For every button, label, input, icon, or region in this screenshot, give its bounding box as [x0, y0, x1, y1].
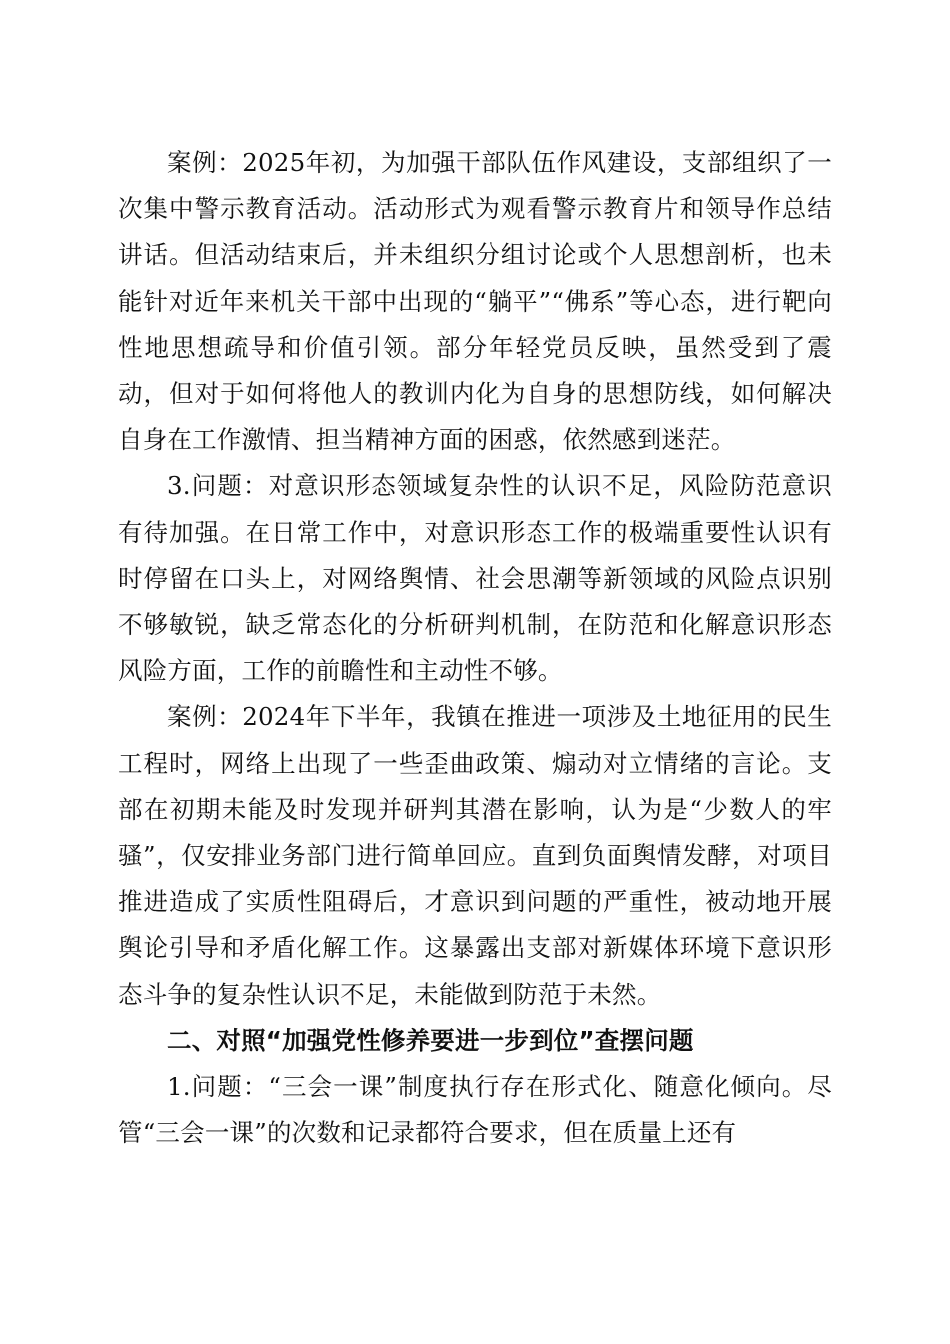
case-paragraph-warning-education: 案例：2025年初，为加强干部队伍作风建设，支部组织了一次集中警示教育活动。活动形式为观看警示教育片和领导作总结讲话。但活动结束后，并未组织分组讨论或个人思想剖析，也未能针对近年来机关干部中出现的“躺平”“佛系”等心态，进行靶向性地思想疏导和价值引领。部分年轻党员反映，虽然受到了震动，但对于如何将他人的教训内化为自身的思想防线，如何解决自身在工作激情、担当精神方面的困惑，依然感到迷茫。 [118, 148, 832, 455]
problem-paragraph-ideology-risk: 3.问题：对意识形态领域复杂性的认识不足，风险防范意识有待加强。在日常工作中，对意识形态工作的极端重要性认识有时停留在口头上，对网络舆情、社会思潮等新领域的风险点识别不够敏锐，缺乏常态化的分析研判机制，在防范和化解意识形态风险方面，工作的前瞻性和主动性不够。 [118, 471, 832, 686]
case-paragraph-public-opinion: 案例：2024年下半年，我镇在推进一项涉及土地征用的民生工程时，网络上出现了一些歪曲政策、煽动对立情绪的言论。支部在初期未能及时发现并研判其潜在影响，认为是“少数人的牢骚”，仅安排业务部门进行简单回应。直到负面舆情发酵，对项目推进造成了实质性阻碍后，才意识到问题的严重性，被动地开展舆论引导和矛盾化解工作。这暴露出支部对新媒体环境下意识形态斗争的复杂性认识不足，未能做到防范于未然。 [118, 702, 832, 1009]
problem-paragraph-three-meetings: 1.问题：“三会一课”制度执行存在形式化、随意化倾向。尽管“三会一课”的次数和记录都符合要求，但在质量上还有 [118, 1072, 832, 1148]
section-heading-party-spirit: 二、对照“加强党性修养要进一步到位”查摆问题 [167, 1025, 694, 1055]
document-page [118, 140, 832, 1156]
